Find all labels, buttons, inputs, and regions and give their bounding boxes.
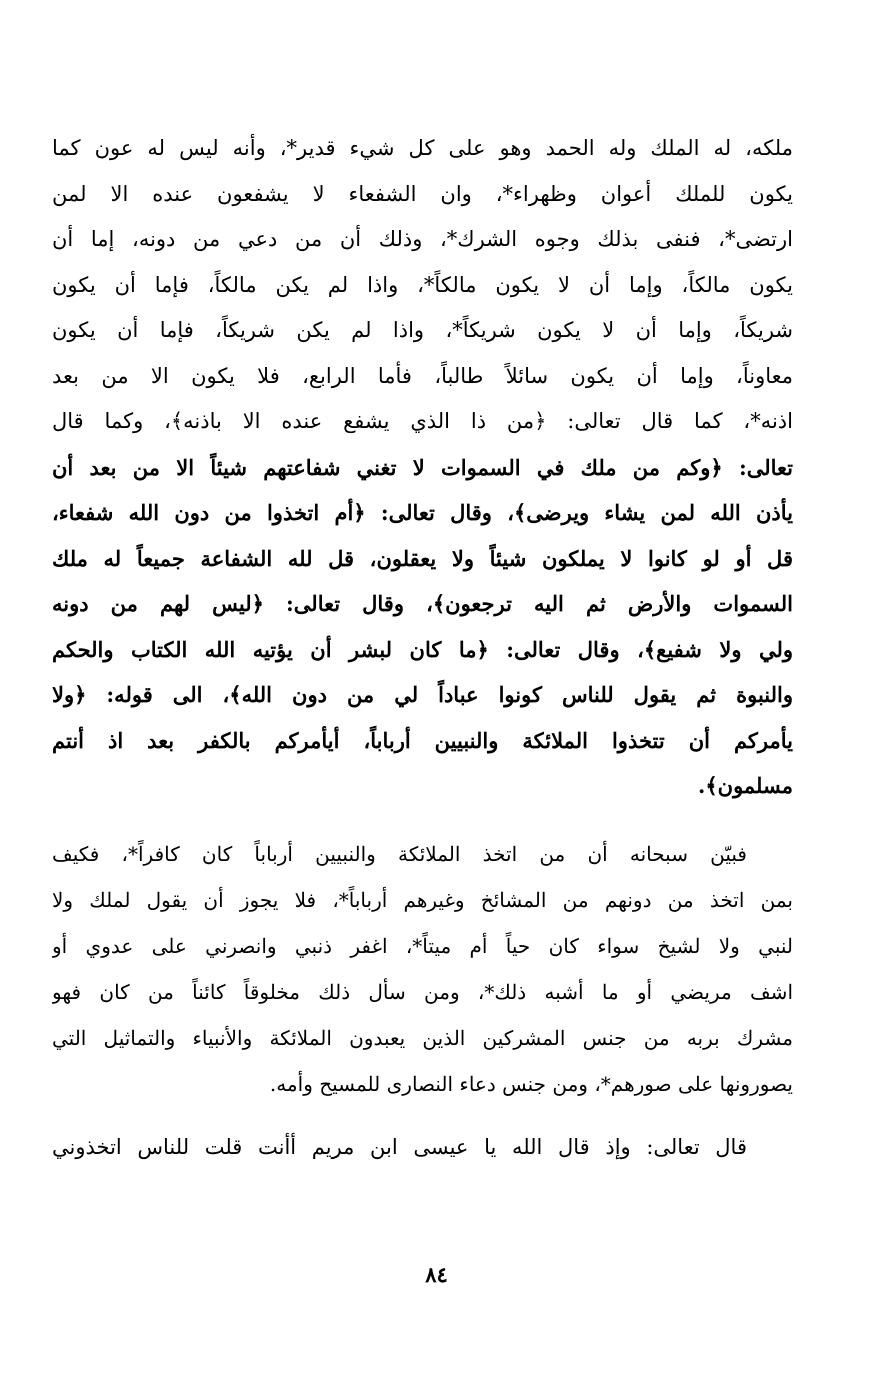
- text-line: مسلمون﴾.: [698, 773, 793, 798]
- text-line: معاوناً، وإما أن يكون سائلاً طالباً، فأما الرابع، فلا يكون الا من بعد: [52, 363, 793, 388]
- text-line: اشف مريضي أو ما أشبه ذلك*، ومن سأل ذلك مخلوقاً كائناً من كان فهو: [52, 979, 793, 1004]
- text-line: فبيّن سبحانه أن من اتخذ الملائكة والنبيين أرباباً كان كافراً*، فكيف: [52, 841, 747, 866]
- text-line: قال تعالى: وإذ قال الله يا عيسى ابن مريم أأنت قلت للناس اتخذوني: [52, 1134, 747, 1159]
- paragraph-2: [52, 831, 793, 1107]
- text-line: قل أو لو كانوا لا يملكون شيئاً ولا يعقلون، قل لله الشفاعة جميعاً له ملك: [52, 545, 793, 571]
- text-line: يأمركم أن تتخذوا الملائكة والنبيين أرباباً، أيأمركم بالكفر بعد اذ أنتم: [52, 727, 793, 753]
- text-line: يأذن الله لمن يشاء ويرضى﴾، وقال تعالى: ﴿أم اتخذوا من دون الله شفعاء،: [52, 500, 793, 525]
- text-line: تعالى: ﴿وكم من ملك في السموات لا تغني شفاعتهم شيئاً الا من بعد أن: [52, 454, 793, 480]
- text-line: يكون مالكاً، وإما أن لا يكون مالكاً*، واذا لم يكن مالكاً، فإما أن يكون: [52, 272, 793, 297]
- text-line: يكون للملك أعوان وظهراء*، وان الشفعاء لا يشفعون عنده الا لمن: [52, 181, 793, 206]
- text-line: لنبي ولا لشيخ سواء كان حياً أم ميتاً*، اغفر ذنبي وانصرني على عدوي أو: [52, 933, 793, 958]
- text-line: شريكاً، وإما أن لا يكون شريكاً*، واذا لم يكن شريكاً، فإما أن يكون: [52, 318, 793, 342]
- page-number: ٨٤: [425, 1262, 448, 1287]
- text-line: يصورونها على صورهم*، ومن جنس دعاء النصارى للمسيح وأمه.: [269, 1071, 793, 1096]
- text-line: ارتضى*، فنفى بذلك وجوه الشرك*، وذلك أن من دعي من دونه، إما أن: [52, 227, 793, 251]
- text-line: والنبوة ثم يقول للناس كونوا عباداً لي من دون الله﴾، الى قوله: ﴿ولا: [52, 682, 793, 707]
- paragraph-1: [52, 126, 793, 809]
- text-line: بمن اتخذ من دونهم من المشائخ وغيرهم أرباباً*، فلا يجوز أن يقول لملك ولا: [52, 887, 793, 912]
- paragraph-3: [52, 1125, 793, 1171]
- text-line: اذنه*، كما قال تعالى: ﴿من ذا الذي يشفع عنده الا باذنه﴾، وكما قال: [52, 409, 793, 433]
- text-line: السموات والأرض ثم اليه ترجعون﴾، وقال تعالى: ﴿ليس لهم من دونه: [52, 591, 793, 616]
- text-line: ملكه، له الملك وله الحمد وهو على كل شيء قدير*، وأنه ليس له عون كما: [52, 136, 793, 160]
- text-line: ولي ولا شفيع﴾، وقال تعالى: ﴿ما كان لبشر أن يؤتيه الله الكتاب والحكم: [52, 636, 793, 662]
- text-line: مشرك بربه من جنس المشركين الذين يعبدون الملائكة والأنبياء والتماثيل التي: [52, 1025, 793, 1050]
